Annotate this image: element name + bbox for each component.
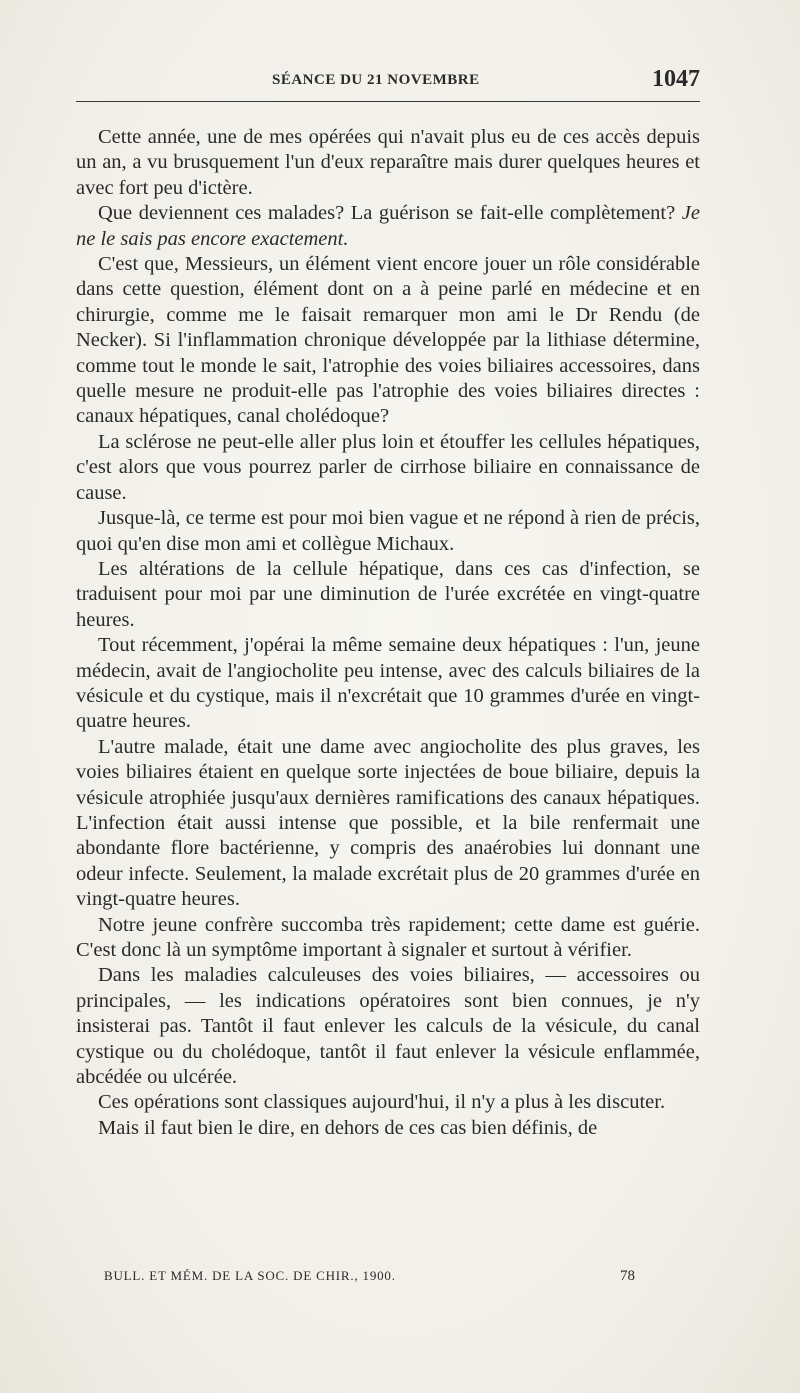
paragraph xyxy=(76,735,700,913)
paragraph xyxy=(76,913,700,964)
paragraph-text: Les altérations de la cellule hépatique, dans ces cas d'infection, se traduisent pour moi par une diminution de l'urée excrétée en vingt-quatre heures. xyxy=(76,557,700,631)
paragraph xyxy=(76,201,700,252)
body-text xyxy=(76,125,700,1141)
footer-signature: 78 xyxy=(620,1268,635,1284)
paragraph-text: Que deviennent ces malades? La guérison se fait-elle complètement? xyxy=(98,202,682,225)
paragraph-text: Ces opérations sont classiques aujourd'hui, il n'y a plus à les discuter. xyxy=(98,1091,666,1114)
paragraph-text: Dans les maladies calculeuses des voies biliaires, — accessoires ou principales, — les indications opératoires sont bien connues, je n'y insisterai pas. Tantôt il faut enlever les calculs de la vésicule, du canal cystique ou du cholédoque, tantôt il faut enlever la vésicule enflammée, abcédée ou ulcérée. xyxy=(76,964,700,1089)
paragraph xyxy=(76,430,700,506)
header-rule xyxy=(76,101,700,102)
page-footer xyxy=(76,1268,700,1290)
running-header xyxy=(76,66,700,96)
footer-journal: BULL. ET MÉM. DE LA SOC. DE CHIR., 1900. xyxy=(104,1268,396,1283)
paragraph xyxy=(76,963,700,1090)
paragraph xyxy=(76,557,700,633)
paragraph xyxy=(76,1116,700,1141)
paragraph-text: Jusque-là, ce terme est pour moi bien vague et ne répond à rien de précis, quoi qu'en dise mon ami et collègue Michaux. xyxy=(76,507,700,555)
paragraph xyxy=(76,633,700,735)
paragraph xyxy=(76,506,700,557)
paragraph-text: Notre jeune confrère succomba très rapidement; cette dame est guérie. C'est donc là un symptôme important à signaler et surtout à vérifier. xyxy=(76,913,700,961)
header-title: SÉANCE DU 21 NOVEMBRE xyxy=(272,72,480,88)
paragraph-text: L'autre malade, était une dame avec angiocholite des plus graves, les voies biliaires étaient en quelque sorte injectées de boue biliaire, depuis la vésicule atrophiée jusqu'aux dernières ramifications des canaux hépatiques. L'infection était aussi intense que possible, et la bile renfermait une abondante flore bactérienne, y compris des anaérobies lui donnant une odeur infecte. Seulement, la malade excrétait plus de 20 grammes d'urée en vingt-quatre heures. xyxy=(76,735,700,911)
page-number: 1047 xyxy=(652,66,700,92)
paragraph xyxy=(76,1090,700,1115)
paragraph-text: La sclérose ne peut-elle aller plus loin et étouffer les cellules hépatiques, c'est alors que vous pourrez parler de cirrhose biliaire en connaissance de cause. xyxy=(76,430,700,504)
paragraph-text: Cette année, une de mes opérées qui n'avait plus eu de ces accès depuis un an, a vu brusquement l'un d'eux reparaître mais durer quelques heures et avec fort peu d'ictère. xyxy=(76,126,700,199)
paragraph-text: Mais il faut bien le dire, en dehors de ces cas bien définis, de xyxy=(98,1116,598,1139)
paragraph-italic-text: Je ne le sais pas encore exactement. xyxy=(76,202,700,250)
paragraph xyxy=(76,252,700,430)
paragraph-text: C'est que, Messieurs, un élément vient encore jouer un rôle considérable dans cette question, élément dont on a à peine parlé en médecine et en chirurgie, comme me le faisait remarquer mon ami le Dr Rendu (de Necker). Si l'inflammation chronique développée par la lithiase détermine, comme tout le monde le sait, l'atrophie des voies biliaires accessoires, dans quelle mesure ne produit-elle pas l'atrophie des voies biliaires directes : canaux hépatiques, canal cholédoque? xyxy=(76,253,700,428)
paragraph-text: Tout récemment, j'opérai la même semaine deux hépatiques : l'un, jeune médecin, avait de l'angiocholite peu intense, avec des calculs biliaires de la vésicule et du cystique, mais il n'excrétait que 10 grammes d'urée en vingt-quatre heures. xyxy=(76,634,700,733)
paragraph xyxy=(76,125,700,201)
